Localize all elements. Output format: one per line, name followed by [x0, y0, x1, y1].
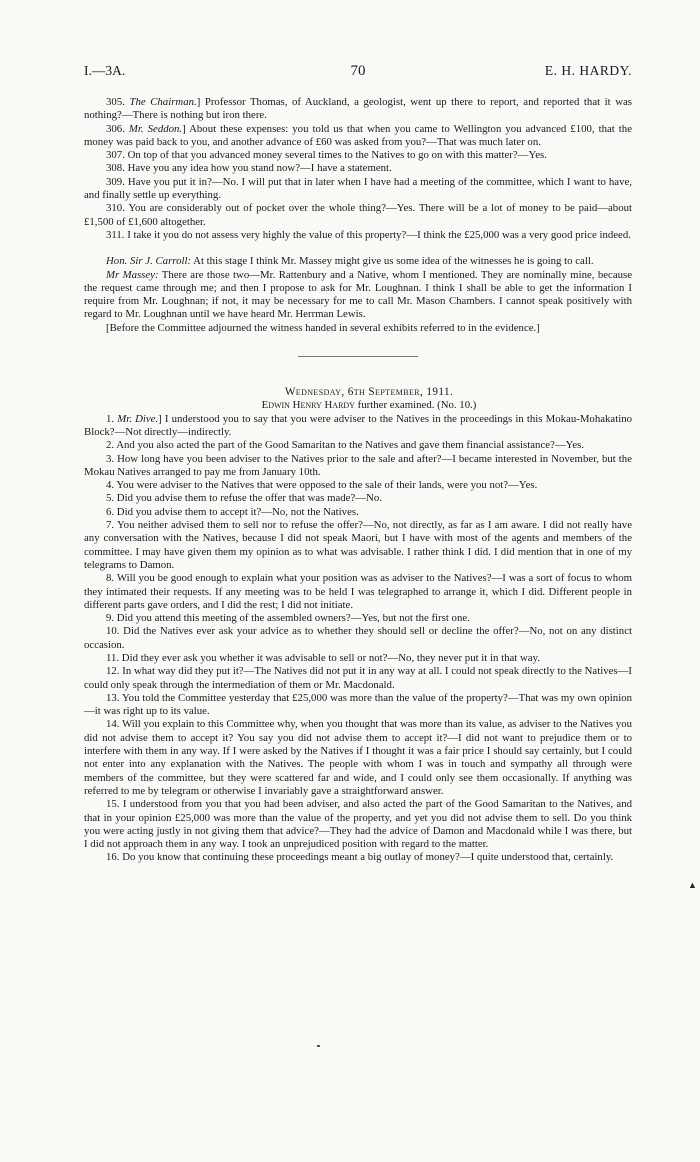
- question-2: 2. And you also acted the part of the Good Samaritan to the Natives and gave them financial assistance?—Yes.: [106, 439, 585, 452]
- question-14: 14. Will you explain to this Committee why, when you thought that was more than its value, as adviser to the Natives you did not advise them to accept it? You say you did not advise them to accept it?—I did not want to prejudice them or to interfere with them in any way. If I were asked by the Natives if I thought it was a fair price I should say certainly, but I could not enter into any explanation with the Natives. The people with whom I was in touch and sympathy all through were members of the committee, but they were scattered far and wide, and I could only see them occasionally. If anything was referred to me by telegram or otherwise I invariably gave a straightforward answer.: [84, 718, 632, 797]
- page-header: [84, 62, 632, 80]
- question-311: 311. I take it you do not assess very highly the value of this property?—I think the £25,000 was a very good price indeed.: [106, 228, 631, 241]
- question-306: 306. Mr. Seddon.] About these expenses: you told us that when you came to Wellington you advanced £100, that the money was paid back to you, and another advance of £60 was asked from you?—That was much later on.: [84, 122, 632, 148]
- question-8: 8. Will you be good enough to explain what your position was as adviser to the Natives?—I was a sort of focus to whom they intimated their requests. If any meeting was to be held I was telegraphed to arrange it, which I did. Different people in different parts gave orders, and I did the rest; I did not initiate.: [84, 572, 632, 611]
- witness-heading: Edwin Henry Hardy further examined. (No. 10.): [261, 399, 477, 412]
- session-date: Wednesday, 6th September, 1911.: [284, 386, 454, 399]
- adjournment-note: [Before the Committee adjourned the witness handed in several exhibits referred to in the evidence.]: [106, 321, 540, 334]
- question-4: 4. You were adviser to the Natives that were opposed to the sale of their lands, were you not?—Yes.: [106, 479, 538, 492]
- document-reference: I.—3A.: [84, 63, 126, 78]
- question-10: 10. Did the Natives ever ask your advice as to whether they should sell or decline the offer?—No, not on any distinct occasion.: [84, 625, 632, 651]
- question-9: 9. Did you attend this meeting of the assembled owners?—Yes, but not the first one.: [106, 612, 470, 625]
- witness-running-head: E. H. HARDY.: [544, 63, 632, 78]
- question-3: 3. How long have you been adviser to the Natives prior to the sale and after?—I became interested in November, but the Mokau Natives arranged to pay me from January 10th.: [84, 452, 632, 478]
- question-16: 16. Do you know that continuing these proceedings meant a big outlay of money?—I quite understood that, certainly.: [106, 851, 614, 864]
- question-308: 308. Have you any idea how you stand now?—I have a statement.: [106, 162, 392, 175]
- scan-speck: [317, 1045, 320, 1047]
- carroll-remark: Hon. Sir J. Carroll: At this stage I think Mr. Massey might give us some idea of the witnesses he is going to call.: [106, 255, 594, 268]
- question-15: 15. I understood from you that you had been adviser, and also acted the part of the Good Samaritan to the Natives, and that in your opinion £25,000 was more than the value of the property, and yet you did not advise them to sell. Do you think you were acting justly in not giving them that advice?—They had the advice of Damon and Macdonald while I was there, but I did not approach them in any way. I took an unprejudiced position with regard to the matter.: [84, 798, 632, 851]
- question-309: 309. Have you put it in?—No. I will put that in later when I have had a meeting of the committee, which I want to have, and finally settle up everything.: [84, 175, 632, 202]
- margin-mark-icon: ▲: [688, 880, 697, 890]
- question-13: 13. You told the Committee yesterday that £25,000 was more than the value of the property?—That was my own opinion—it was right up to its value.: [84, 691, 632, 718]
- page-body: [84, 96, 632, 865]
- question-1: 1. Mr. Dive.] I understood you to say that you were adviser to the Natives in the proceedings in this Mokau-Mohakatino Block?—Not directly—indirectly.: [84, 412, 632, 438]
- question-11: 11. Did they ever ask you whether it was advisable to sell or not?—No, they never put it in that way.: [106, 651, 540, 664]
- question-12: 12. In what way did they put it?—The Natives did not put it in any way at all. I could not speak directly to the Natives—I could only speak through the intermediation of them or Mr. Macdonald.: [84, 665, 632, 691]
- section-divider: [298, 356, 418, 357]
- page-number: 70: [350, 63, 366, 79]
- question-307: 307. On top of that you advanced money several times to the Natives to go on with this matter?—Yes.: [106, 149, 547, 162]
- question-5: 5. Did you advise them to refuse the offer that was made?—No.: [106, 492, 382, 505]
- question-7: 7. You neither advised them to sell nor to refuse the offer?—No, not directly, as far as I am aware. I did not really have any conversation with the Natives, because I did not speak Maori, but I have with most of the agents and members of the committee. I may have given them my opinion as to what was advisable. I rather think I did. I did mention that in one of my telegrams to Damon.: [84, 519, 632, 571]
- massey-remark: Mr Massey: There are those two—Mr. Rattenbury and a Native, whom I mentioned. They are nominally mine, because the request came through me; and then I propose to ask for Mr. Loughnan. I think I shall be able to get the information I require from Mr. Loughnan; if not, it may be necessary for me to call Mr. Mason Chambers. I cannot speak positively with regard to Mr. Loughnan until we have heard Mr. Herrman Lewis.: [84, 268, 633, 321]
- question-310: 310. You are considerably out of pocket over the whole thing?—Yes. There will be a lot of money to be paid—about £1,500 of £1,600 altogether.: [84, 202, 632, 228]
- question-6: 6. Did you advise them to accept it?—No, not the Natives.: [106, 505, 359, 518]
- question-305: 305. The Chairman.] Professor Thomas, of Auckland, a geologist, went up there to report, and reported that it was nothing?—There is nothing but iron there.: [84, 96, 632, 122]
